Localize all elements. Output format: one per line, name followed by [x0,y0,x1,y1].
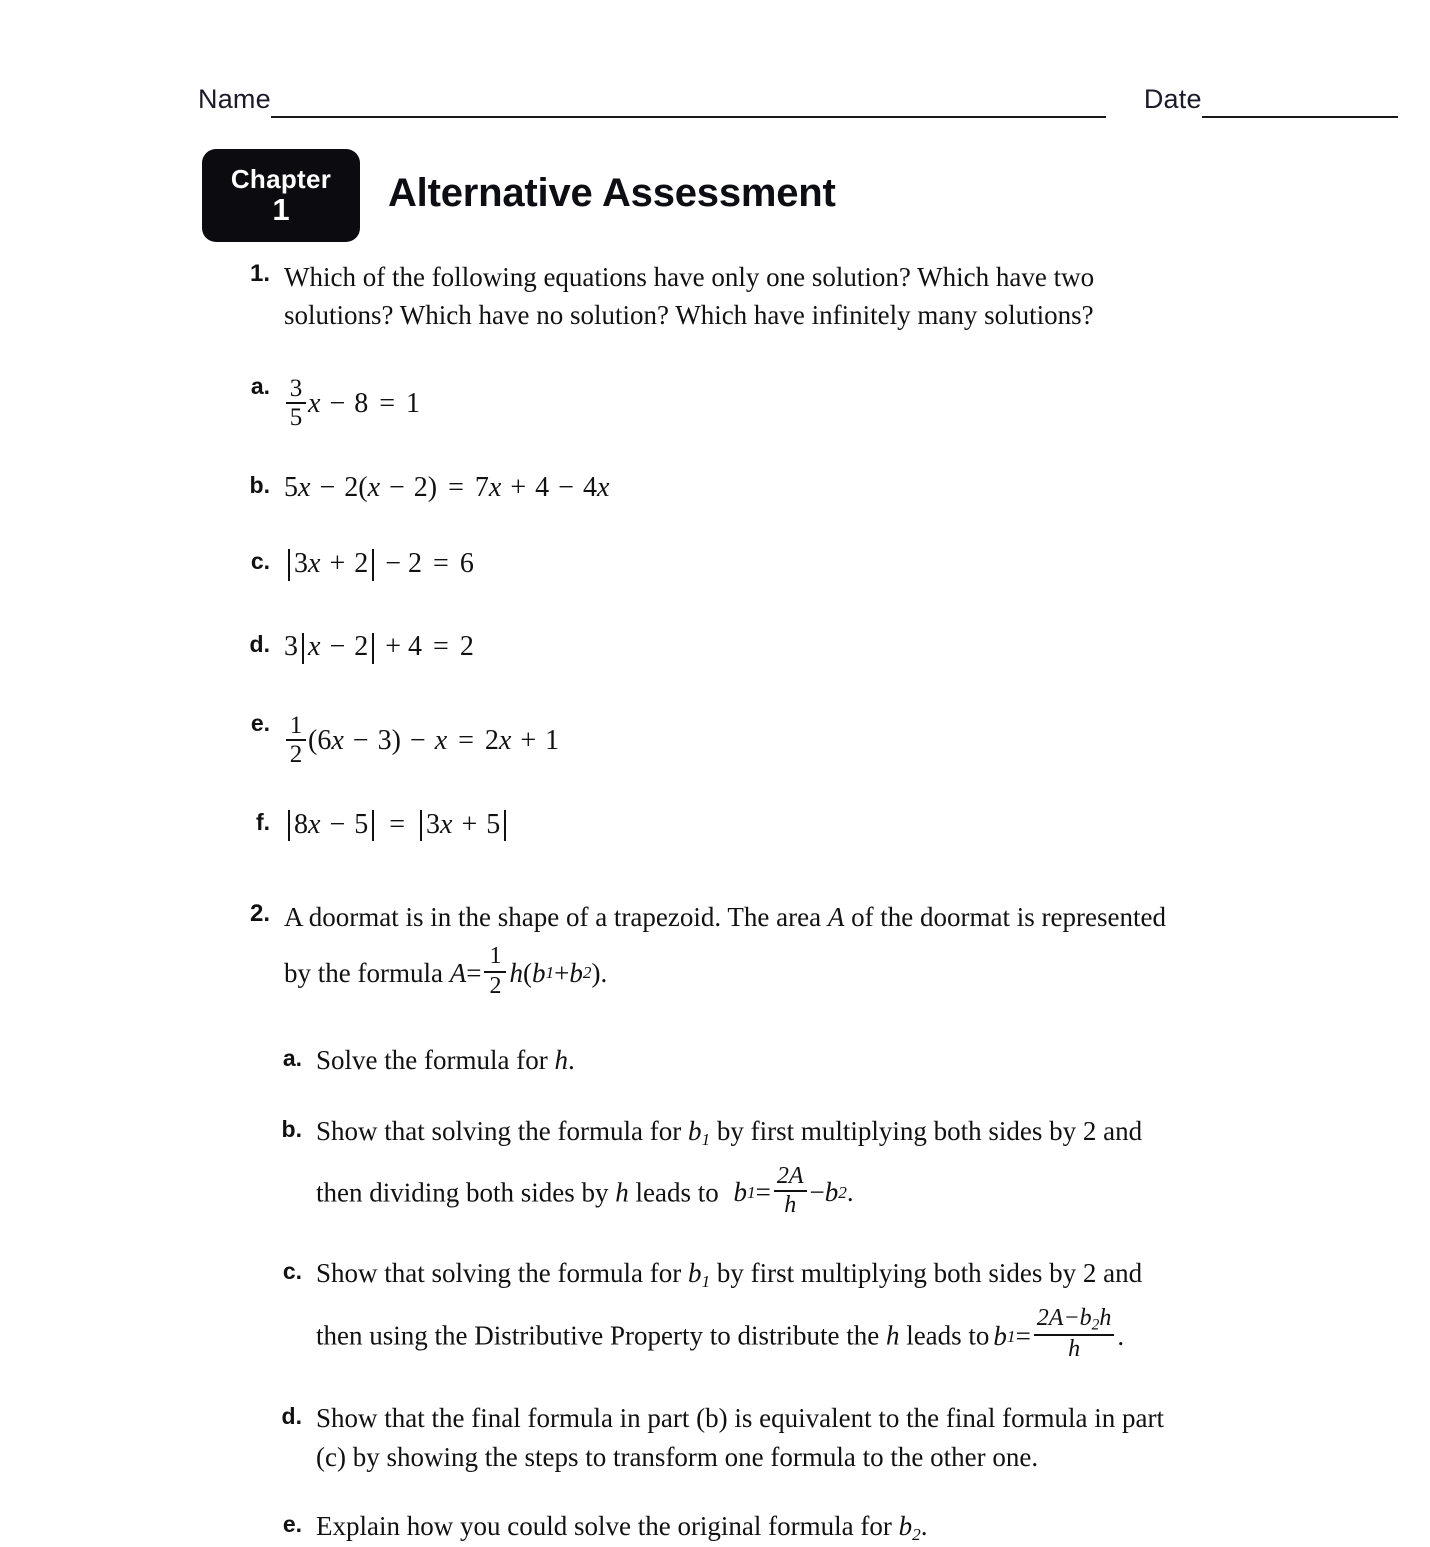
minus-operator: − [1063,1305,1080,1332]
part-e-sentence [316,1507,928,1547]
problem-1-prompt-line-2: solutions? Which have no solution? Which have infinitely many solutions? [284,300,1094,331]
fraction-denominator: 5 [289,404,303,432]
right-side-2: 2 [459,631,474,663]
term-2-outer: 2 [408,548,423,580]
term-1: 1 [545,725,560,757]
problem-1-item-b-label: b. [249,471,270,498]
subscript-2: 2 [582,963,592,983]
variable-x: x [298,471,311,503]
fraction-numerator: 2A [776,1162,804,1189]
part-b-line-2 [316,1162,1142,1220]
minus-operator: − [385,548,402,580]
part-b-line-1-tail: by first multiplying both sides by 2 and [716,1115,1143,1146]
plus-operator: + [385,631,402,663]
trapezoid-area-formula [449,943,608,1000]
fraction-one-half [286,713,306,768]
problem-2-part-e-label: e. [282,1510,302,1537]
fraction-numerator [1034,1306,1115,1333]
coef-5: 5 [284,471,298,503]
variable-x: x [596,471,610,503]
variable-x: x [498,725,512,757]
date-label: Date [1143,84,1202,114]
problem-2-part-a-label: a. [282,1044,302,1071]
absolute-value-group-right [416,805,510,846]
coef-3: 3 [426,808,441,840]
inner-variable-x: x [367,471,380,503]
problem-1-prompt [284,258,1094,335]
absolute-value-group-left [284,805,378,846]
problem-1-item-c-label: c. [250,548,270,575]
formula-variable-h: h [509,958,523,989]
result-variable-b2: b [824,1177,839,1208]
variable-x: x [488,471,502,503]
problem-1-item-d [236,627,1430,668]
equals-sign: = [448,471,464,503]
part-c-line-1-tail: by first multiplying both sides by 2 and [716,1258,1143,1289]
part-a-sentence [316,1041,575,1080]
variable-x: x [308,808,321,840]
term-2: 2 [354,548,369,580]
problem-2-part-c-text [316,1254,1142,1364]
equals-sign: = [379,387,396,419]
problem-2-prompt-text-tail: of the doormat is represented [851,902,1166,933]
coef-7: 7 [474,471,489,503]
chapter-badge [202,149,360,242]
fraction-denominator: h [784,1191,797,1218]
part-a-lead: Solve the formula for [316,1044,548,1075]
inner-variable-x: x [331,725,344,757]
part-b-line-2-lead: then dividing both sides by [316,1177,609,1208]
fraction-denominator: 2 [489,972,502,999]
fraction-three-fifths [286,376,306,431]
coef-4: 4 [582,471,597,503]
part-c-line-2-lead: then using the Distributive Property to distribute the [316,1320,880,1351]
problem-1-item-d-label: d. [249,631,270,658]
fraction-2A-minus-b2h-over-h [1034,1306,1115,1363]
inner-term-close: 3) [377,725,401,757]
equals-sign: = [466,958,482,989]
numerator-b: b [1079,1305,1092,1332]
problem-1-item-b-equation [284,468,609,509]
absolute-value-group [284,544,378,585]
variable-h: h [615,1177,629,1208]
problem-1-equation-list [236,369,1430,852]
problem-2-formula-lead: by the formula [284,958,443,989]
variable-x: x [440,808,453,840]
variable-x: x [434,725,448,757]
problem-1-item-f [236,805,1430,852]
fraction-numerator: 3 [289,374,303,402]
problem-1-item-a-label: a. [250,372,270,399]
part-c-result-formula [993,1305,1125,1365]
problem-2-part-b-text [316,1112,1142,1220]
minus-operator: − [319,471,336,503]
part-c-line-1-lead: Show that solving the formula for [316,1258,682,1289]
problem-1-item-f-equation [284,805,510,852]
problem-2-part-d-text [316,1399,1164,1477]
coef-3: 3 [284,631,298,663]
formula-variable-b2: b [569,958,583,989]
coef-8: 8 [294,808,308,840]
fraction-denominator: h [1068,1336,1081,1363]
variable-x: x [308,548,321,580]
equals-sign: = [389,808,406,840]
equals-sign: = [755,1177,771,1208]
problem-2-part-e [268,1507,1430,1547]
name-write-in-line[interactable] [271,115,1106,118]
subscript-1: 1 [545,963,555,983]
coef-2: 2 [484,725,499,757]
subscript-2: 2 [912,1524,921,1544]
part-e-lead: Explain how you could solve the original formula for [316,1510,892,1541]
right-side-6: 6 [459,548,474,580]
name-label: Name [198,84,271,114]
problem-2-part-c-label: c. [282,1258,302,1285]
subscript-1: 1 [701,1271,711,1291]
problem-1-item-c [236,544,1430,591]
problem-1-prompt-line-1: Which of the following equations have only one solution? Which have two [284,262,1095,292]
subscript-1: 1 [1006,1326,1016,1346]
plus-operator: + [329,548,346,580]
problem-2-part-list [268,1041,1430,1547]
term-5: 5 [486,808,501,840]
term-4: 4 [408,631,423,663]
problem-2 [0,898,1430,1001]
absolute-value-group [298,627,378,668]
part-b-result-formula [733,1162,854,1220]
coef-3: 3 [294,548,308,580]
variable-h: h [554,1044,568,1075]
fraction-numerator: 1 [289,711,303,739]
page-title: Alternative Assessment [388,170,836,215]
fraction-denominator: 2 [289,741,303,769]
minus-operator-2: − [409,725,426,757]
open-paren-6: (6 [308,725,332,757]
part-d-line-1: Show that the final formula in part (b) is equivalent to the final formula in part [316,1402,1165,1433]
period: . [846,1177,854,1208]
part-c-line-2-mid: leads to [906,1320,990,1351]
problem-2-prompt [284,898,1166,1001]
chapter-badge-number: 1 [272,191,290,227]
problem-2-part-d [268,1399,1430,1477]
equals-sign: = [433,548,449,580]
term-8: 8 [354,387,369,419]
open-paren-term: 2( [344,471,368,503]
equals-sign: = [458,725,474,757]
subscript-2: 2 [838,1183,847,1203]
chapter-badge-word: Chapter [230,163,332,194]
problem-1-item-f-label: f. [255,808,270,835]
equals-sign: = [433,631,449,663]
part-a-period: . [567,1044,575,1075]
part-b-line-1-lead: Show that solving the formula for [316,1115,682,1146]
part-b-line-2-mid: leads to [635,1177,719,1208]
term-5: 5 [354,808,369,840]
problem-2-part-e-text [316,1507,928,1547]
problem-2-part-a-text [316,1041,575,1080]
formula-variable-A: A [449,958,467,989]
subscript-1: 1 [746,1183,756,1203]
problem-1-item-d-equation [284,627,474,668]
part-c-line-1 [316,1254,1142,1294]
variable-x: x [308,387,321,419]
numerator-2A: 2A [1036,1305,1064,1332]
problem-1-item-a-equation [284,369,420,432]
variable-x: x [308,631,321,663]
formula-variable-b1: b [531,958,546,989]
problem-1-item-e [236,706,1430,769]
variable-b: b [687,1115,702,1146]
plus-operator: + [461,808,478,840]
numerator-h: h [1099,1305,1112,1332]
inner-term-close: 2) [413,471,438,503]
part-e-period: . [920,1510,928,1541]
problem-1-item-e-label: e. [250,709,270,736]
plus-operator: + [520,725,537,757]
subscript-1: 1 [701,1129,711,1149]
problem-2-part-b-label: b. [281,1115,302,1142]
problem-2-part-b [268,1112,1430,1220]
close-paren-period: ). [591,958,608,989]
variable-b: b [898,1510,913,1541]
inner-minus-operator: − [389,471,405,503]
minus-operator: − [329,387,346,419]
part-b-line-1 [316,1112,1142,1152]
fraction-numerator: 1 [489,943,502,970]
minus-operator: − [329,808,346,840]
minus-operator: − [329,631,346,663]
fraction-one-half [484,944,506,998]
term-4: 4 [535,471,550,503]
minus-operator: − [352,725,369,757]
variable-h: h [885,1320,900,1351]
problem-2-prompt-line-1 [284,898,1166,936]
problem-2-prompt-line-2 [284,943,1166,1000]
problem-2-part-a [268,1041,1430,1080]
problem-1-item-a [236,369,1430,432]
period: . [1117,1320,1125,1351]
name-date-header [198,84,1398,124]
problem-2-part-d-label: d. [281,1402,302,1429]
open-paren: ( [522,958,532,989]
right-side-1: 1 [406,387,421,419]
result-variable-b1: b [733,1177,747,1208]
variable-A: A [827,902,845,933]
equals-sign: = [1015,1320,1031,1351]
plus-operator: + [510,471,527,503]
date-write-in-line[interactable] [1202,115,1398,118]
variable-b: b [687,1258,702,1289]
problem-1-item-c-equation [284,544,474,591]
result-variable-b1: b [993,1320,1007,1351]
part-c-line-2 [316,1305,1142,1365]
worksheet-body [0,258,1430,1547]
problem-2-number: 2. [249,900,270,928]
part-d-line-2: (c) by showing the steps to transform one formula to the other one. [316,1441,1039,1472]
plus-operator: + [554,958,570,989]
problem-1-item-b [236,468,1430,509]
problem-2-part-c [268,1254,1430,1364]
problem-1-number: 1. [249,260,270,287]
minus-operator-2: − [558,471,574,503]
subscript-2: 2 [1091,1316,1100,1334]
problem-1 [0,258,1430,335]
term-2: 2 [354,631,369,663]
minus-operator: − [809,1177,825,1208]
worksheet-title-block [202,148,836,242]
problem-1-item-e-equation [284,706,559,769]
fraction-2A-over-h [774,1164,807,1218]
problem-2-prompt-text-lead: A doormat is in the shape of a trapezoid. The area [284,902,822,933]
